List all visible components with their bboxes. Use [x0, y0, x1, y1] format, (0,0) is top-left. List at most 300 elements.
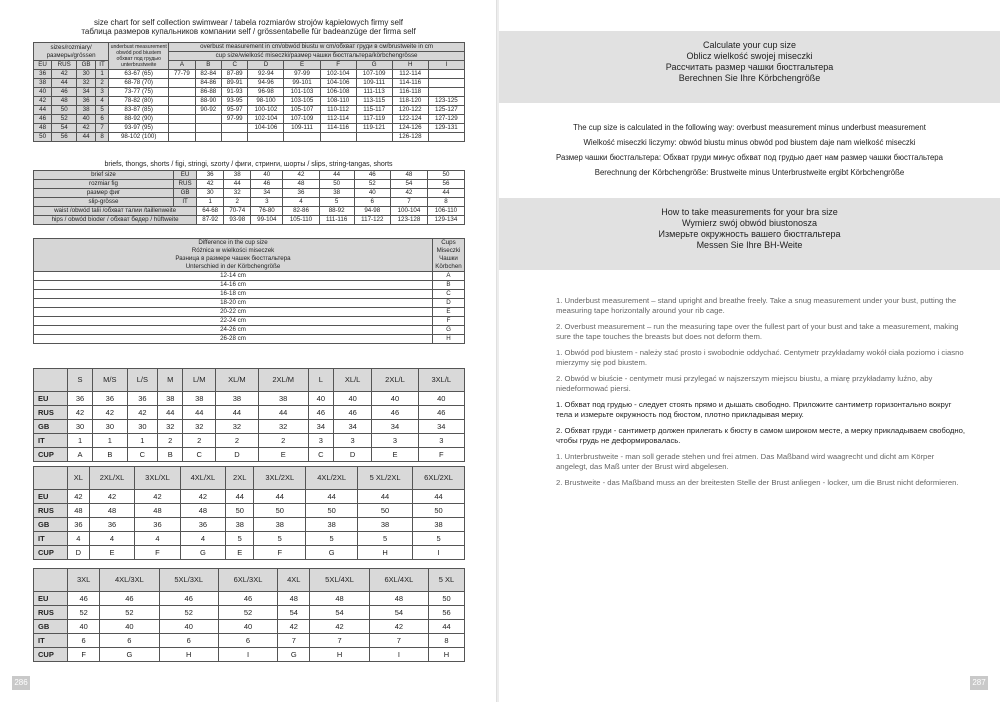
table-cell: 50 — [34, 133, 52, 142]
table-cell: rozmiar fig — [34, 180, 174, 189]
table-cell: 82-86 — [283, 207, 319, 216]
bra-size-table — [33, 42, 465, 142]
table-cell: 36 — [93, 392, 128, 406]
table-cell: C — [222, 61, 248, 70]
table-cell: 40 — [418, 392, 464, 406]
table-cell: 36 — [283, 189, 319, 198]
table-cell: 77-79 — [169, 70, 195, 79]
table-cell: 38 — [254, 518, 306, 532]
table-row — [34, 299, 465, 308]
table-cell: E — [372, 448, 418, 462]
table-cell: overbust measurement in cm/obwód biustu w cm/обхват груди в см/brustweite in cm — [169, 43, 465, 52]
table-cell: 46 — [218, 592, 277, 606]
table-cell: 44 — [413, 490, 465, 504]
table-row — [34, 180, 465, 189]
table-cell: 54 — [52, 124, 77, 133]
table-cell: 18-20 cm — [34, 299, 433, 308]
table-cell: 34 — [372, 420, 418, 434]
table-cell: 115-117 — [356, 106, 392, 115]
table-cell: 46 — [159, 592, 218, 606]
table-cell: F — [320, 61, 356, 70]
table-cell: 30 — [93, 420, 128, 434]
table-cell: 38 — [224, 171, 251, 180]
table-cell: 103-105 — [284, 97, 320, 106]
table-row — [34, 115, 465, 124]
table-cell: 48 — [369, 592, 428, 606]
table-cell: 42 — [52, 70, 77, 79]
table-cell: 44 — [306, 490, 358, 504]
table-cell: 107-109 — [356, 70, 392, 79]
table-cell: 42 — [77, 124, 96, 133]
table-cell: 52 — [68, 606, 100, 620]
table-cell: A — [169, 61, 195, 70]
table-cell: размер фиг — [34, 189, 174, 198]
table-cell: 1 — [197, 198, 224, 207]
table-cell: 107-109 — [284, 115, 320, 124]
table-row — [34, 504, 465, 518]
table-cell: 44 — [77, 133, 96, 142]
table-row — [34, 317, 465, 326]
table-cell: 6XL/4XL — [369, 569, 428, 592]
table-cell: 2 — [95, 79, 108, 88]
table-cell: 48 — [68, 504, 90, 518]
table-cell: 2 — [258, 434, 308, 448]
table-cell: 117-122 — [354, 216, 390, 225]
table-row — [34, 198, 465, 207]
table-row — [34, 592, 465, 606]
table-cell: B — [195, 61, 221, 70]
table-cell: 56 — [429, 606, 465, 620]
table-cell: L — [308, 369, 333, 392]
table-cell: GB — [77, 61, 96, 70]
table-row — [34, 335, 465, 344]
table-cell: 34 — [77, 88, 96, 97]
briefs-size-table — [33, 170, 465, 225]
table-cell: 54 — [310, 606, 369, 620]
table-row — [34, 189, 465, 198]
table-cell: 44 — [34, 106, 52, 115]
table-cell: 48 — [34, 124, 52, 133]
table-cell: 4 — [89, 532, 134, 546]
table-row — [34, 43, 465, 52]
table-cell: 94-96 — [248, 79, 284, 88]
table-cell: 52 — [159, 606, 218, 620]
briefs-header: briefs, thongs, shorts / figi, stringi, szorty / фиги, стринги, шорты / slips, string-tangas, shorts — [104, 161, 393, 168]
table-cell: 44 — [319, 171, 354, 180]
instruction-de-2: 2. Brustweite - das Maßband muss an der breitesten Stelle der Brust anliegen - locker, um die Brust nicht deformieren. — [556, 478, 959, 487]
table-cell: 54 — [390, 180, 427, 189]
table-cell: 4XL/XL — [180, 467, 225, 490]
table-cell: 78-82 (80) — [109, 97, 169, 106]
size-grid-1 — [33, 368, 465, 462]
table-cell: 7 — [278, 634, 310, 648]
table-cell — [428, 88, 464, 97]
table-cell: 109-111 — [356, 79, 392, 88]
table-cell — [169, 106, 195, 115]
table-cell: 40 — [100, 620, 159, 634]
table-cell: 84-86 — [195, 79, 221, 88]
table-cell: 108-110 — [320, 97, 356, 106]
table-cell: 42 — [369, 620, 428, 634]
chart-title: size chart for self collection swimwear / tabela rozmiarów strojów kąpielowych firmy self таблица размеров купальников компании self / grössentabelle für badeanzüge der firma self — [81, 18, 416, 36]
table-cell: 2XL/M — [258, 369, 308, 392]
table-cell: 26-28 cm — [34, 335, 433, 344]
table-cell: 40 — [77, 115, 96, 124]
table-cell: 3 — [333, 434, 371, 448]
table-row — [34, 369, 465, 392]
table-cell: 114-116 — [392, 79, 428, 88]
table-cell: CUP — [34, 648, 68, 662]
table-cell — [34, 569, 68, 592]
cup-size-formula: The cup size is calculated in the following way: overbust measurement minus underbust measurement Wielkość miseczki liczymy: obwód biustu minus obwód pod biustem daje nam wielkość miseczki Размер чашки бюстгальтера: Обхват груди минус обхват под грудью дает нам размер чашки бюстгальтера Berechnung der Körbchengröße: Brustweite minus Unterbrustweite ergibt Körbchengröße — [556, 123, 943, 177]
table-cell: 32 — [183, 420, 216, 434]
table-cell: 3 — [372, 434, 418, 448]
table-cell: 44 — [429, 620, 465, 634]
table-cell: 3XL/2XL — [254, 467, 306, 490]
table-cell: 104-106 — [248, 124, 284, 133]
table-cell: 6 — [354, 198, 390, 207]
table-cell: 3XL — [68, 569, 100, 592]
table-row — [34, 532, 465, 546]
table-cell: 94-98 — [354, 207, 390, 216]
table-cell: 3XL/L — [418, 369, 464, 392]
table-cell: 46 — [354, 171, 390, 180]
table-cell: brief size — [34, 171, 174, 180]
table-cell: 5XL/3XL — [159, 569, 218, 592]
table-cell: 6 — [100, 634, 159, 648]
table-cell: 129-131 — [428, 124, 464, 133]
table-cell: IT — [95, 61, 108, 70]
table-cell: 76-80 — [251, 207, 283, 216]
table-cell: 5 — [413, 532, 465, 546]
table-cell — [222, 124, 248, 133]
instruction-de-1: 1. Unterbrustweite - man soll gerade stehen und frei atmen. Das Maßband wird waagrecht und dicht am Körper angelegt, das Maß unter der Brust wird abgelesen. — [556, 452, 935, 471]
table-cell: 42 — [93, 406, 128, 420]
table-cell: 109-111 — [284, 124, 320, 133]
table-cell: 101-103 — [284, 88, 320, 97]
page-number: 286 — [12, 676, 30, 690]
table-cell: 106-108 — [320, 88, 356, 97]
table-cell: 91-93 — [222, 88, 248, 97]
table-cell: 5XL/4XL — [310, 569, 369, 592]
table-cell: 98-102 (100) — [109, 133, 169, 142]
table-cell: 5 — [254, 532, 306, 546]
table-cell: S — [68, 369, 93, 392]
table-cell: 46 — [100, 592, 159, 606]
table-cell: Cups Miseczki Чашки Körbchen — [433, 239, 465, 272]
table-row — [34, 281, 465, 290]
table-cell: 46 — [52, 88, 77, 97]
table-cell: 3 — [251, 198, 283, 207]
size-grid-2 — [33, 466, 465, 560]
table-cell: 102-104 — [320, 70, 356, 79]
table-cell: 100-104 — [390, 207, 427, 216]
table-cell: 34 — [333, 420, 371, 434]
table-cell: 3 — [308, 434, 333, 448]
instruction-en-2: 2. Overbust measurement – run the measuring tape over the fullest part of your bust and take a measurement, making sure the tape touches the breasts but does not deform them. — [556, 322, 959, 341]
table-cell: 110-112 — [320, 106, 356, 115]
table-cell: G — [180, 546, 225, 560]
table-cell: C — [127, 448, 158, 462]
table-cell: 2 — [158, 434, 183, 448]
table-cell: GB — [34, 518, 68, 532]
table-cell: 42 — [180, 490, 225, 504]
table-cell: waist /obwód talii /обхват талии /taillenweite — [34, 207, 197, 216]
table-cell: 40 — [354, 189, 390, 198]
table-cell — [195, 124, 221, 133]
table-cell: 48 — [278, 592, 310, 606]
table-cell: F — [418, 448, 464, 462]
table-cell: 38 — [226, 518, 254, 532]
table-row — [34, 406, 465, 420]
table-cell: GB — [174, 189, 197, 198]
table-cell: 56 — [427, 180, 464, 189]
table-cell: 106-110 — [427, 207, 464, 216]
table-cell: 50 — [413, 504, 465, 518]
table-cell: 40 — [251, 171, 283, 180]
table-cell: 42 — [34, 97, 52, 106]
table-cell — [428, 133, 464, 142]
table-cell: 5 XL — [429, 569, 465, 592]
table-cell: 68-78 (70) — [109, 79, 169, 88]
table-cell: Difference in the cup size Różnica w wielkości miseczek Разница в размере чашек бюстгальтера Unterschied in der Körbchengröße — [34, 239, 433, 272]
table-cell: 30 — [197, 189, 224, 198]
table-cell: 50 — [358, 504, 413, 518]
table-cell: 63-67 (65) — [109, 70, 169, 79]
table-cell: 38 — [306, 518, 358, 532]
table-cell: 117-119 — [356, 115, 392, 124]
instruction-en-1: 1. Underbust measurement – stand upright and breathe freely. Take a snug measurement under your bust, putting the measuring tape horizontally around your rib cage. — [556, 296, 957, 315]
table-cell: 40 — [308, 392, 333, 406]
table-cell: 99-101 — [284, 79, 320, 88]
table-row — [34, 239, 465, 272]
table-cell: 116-118 — [392, 88, 428, 97]
table-cell: C — [183, 448, 216, 462]
table-cell: H — [392, 61, 428, 70]
instruction-ru-1: 1. Обхват под грудью - следует стоять прямо и дышать свободно. Приложите сантиметр горизонтально вокруг тела и измерьте окружность под бюстом, плотно прикладывая мерку. — [556, 400, 952, 419]
table-cell: 2XL — [226, 467, 254, 490]
table-row — [34, 171, 465, 180]
table-cell: 104-106 — [320, 79, 356, 88]
table-cell: 89-91 — [222, 79, 248, 88]
table-cell: 36 — [89, 518, 134, 532]
table-cell: 93-97 (95) — [109, 124, 169, 133]
table-cell — [248, 133, 284, 142]
table-cell: 5 — [95, 106, 108, 115]
table-cell: 24-26 cm — [34, 326, 433, 335]
table-cell: 3 — [95, 88, 108, 97]
table-cell: 44 — [52, 79, 77, 88]
table-cell: 44 — [358, 490, 413, 504]
table-cell: C — [308, 448, 333, 462]
table-cell: 48 — [180, 504, 225, 518]
table-cell: IT — [174, 198, 197, 207]
table-cell: 48 — [52, 97, 77, 106]
table-row — [34, 70, 465, 79]
table-cell: 32 — [224, 189, 251, 198]
table-cell: 42 — [68, 490, 90, 504]
table-cell: 52 — [218, 606, 277, 620]
table-cell: 92-94 — [248, 70, 284, 79]
table-cell: IT — [34, 434, 68, 448]
table-cell: 38 — [158, 392, 183, 406]
table-cell: 118-120 — [392, 97, 428, 106]
table-cell: 1 — [127, 434, 158, 448]
table-row — [34, 272, 465, 281]
table-cell: 32 — [216, 420, 258, 434]
table-cell: 30 — [127, 420, 158, 434]
table-cell: 44 — [216, 406, 258, 420]
table-row — [34, 88, 465, 97]
table-cell: 16-18 cm — [34, 290, 433, 299]
table-cell: 93-98 — [224, 216, 251, 225]
table-cell: 95-97 — [222, 106, 248, 115]
table-cell: 112-114 — [320, 115, 356, 124]
table-cell: 38 — [358, 518, 413, 532]
table-cell — [428, 79, 464, 88]
table-row — [34, 79, 465, 88]
table-cell: 36 — [68, 518, 90, 532]
table-cell: 54 — [278, 606, 310, 620]
table-cell: 48 — [310, 592, 369, 606]
table-row — [34, 606, 465, 620]
table-cell: 38 — [319, 189, 354, 198]
table-row — [34, 420, 465, 434]
table-cell: 126-128 — [392, 133, 428, 142]
table-cell: 44 — [254, 490, 306, 504]
table-cell: 114-116 — [320, 124, 356, 133]
table-cell: 7 — [95, 124, 108, 133]
table-cell: 42 — [135, 490, 180, 504]
table-cell: 12-14 cm — [34, 272, 433, 281]
table-cell: 90-92 — [195, 106, 221, 115]
table-cell: RUS — [34, 606, 68, 620]
instruction-pl-2: 2. Obwód w biuście - centymetr musi przylegać w najszerszym miejscu biustu, a miarę przykładamy luźno, aby niedeformować piersi. — [556, 374, 933, 393]
table-cell: EU — [34, 490, 68, 504]
table-cell: 129-134 — [427, 216, 464, 225]
table-cell: 46 — [68, 592, 100, 606]
table-cell: 34 — [418, 420, 464, 434]
table-cell: 30 — [68, 420, 93, 434]
size-grid-3 — [33, 568, 465, 662]
table-cell: 93-95 — [222, 97, 248, 106]
table-cell: 88-92 — [319, 207, 354, 216]
table-cell: 36 — [77, 97, 96, 106]
table-cell — [169, 88, 195, 97]
table-cell: I — [218, 648, 277, 662]
table-cell: H — [310, 648, 369, 662]
table-cell: RUS — [52, 61, 77, 70]
page-number: 287 — [970, 676, 988, 690]
table-cell: 87-89 — [222, 70, 248, 79]
table-cell: 44 — [158, 406, 183, 420]
table-cell: 6XL/2XL — [413, 467, 465, 490]
table-cell: 122-124 — [392, 115, 428, 124]
table-cell: 36 — [180, 518, 225, 532]
table-cell: cup size/wielkość miseczki/размер чашки бюстгальтера/körbchengrösse — [169, 52, 465, 61]
table-cell: D — [333, 448, 371, 462]
table-cell: 38 — [258, 392, 308, 406]
table-cell: XL/M — [216, 369, 258, 392]
table-cell: 40 — [34, 88, 52, 97]
table-cell: 8 — [429, 634, 465, 648]
table-cell: I — [413, 546, 465, 560]
table-cell: 4 — [68, 532, 90, 546]
table-cell: E — [284, 61, 320, 70]
table-cell: L/S — [127, 369, 158, 392]
table-cell — [195, 115, 221, 124]
table-cell: 86-88 — [195, 88, 221, 97]
table-cell: 111-116 — [319, 216, 354, 225]
table-row — [34, 216, 465, 225]
table-cell: 48 — [89, 504, 134, 518]
table-cell: 32 — [158, 420, 183, 434]
table-cell — [169, 79, 195, 88]
table-cell — [320, 133, 356, 142]
table-cell: H — [429, 648, 465, 662]
table-cell: 4 — [283, 198, 319, 207]
instruction-pl-1: 1. Obwód pod biustem - należy stać prosto i swobodnie oddychać. Centymetr przykładamy wokół ciała poziomo i ciasno mierzymy się pod biustem. — [556, 348, 964, 367]
table-cell: IT — [34, 532, 68, 546]
table-cell: F — [433, 317, 465, 326]
table-cell: 70-74 — [224, 207, 251, 216]
table-cell: 44 — [224, 180, 251, 189]
table-cell — [284, 133, 320, 142]
table-cell — [356, 133, 392, 142]
table-cell: 2 — [183, 434, 216, 448]
table-cell: 50 — [429, 592, 465, 606]
table-row — [34, 518, 465, 532]
measurement-heading-box: How to take measurements for your bra size Wymierz swój obwód biustonosza Измерьте окружность вашего бюстгальтера Messen Sie Ihre BH-Weite — [499, 198, 1000, 270]
table-cell: 6 — [218, 634, 277, 648]
table-cell: H — [433, 335, 465, 344]
table-cell: 50 — [427, 171, 464, 180]
table-cell: 3XL/XL — [135, 467, 180, 490]
table-row — [34, 569, 465, 592]
table-cell: 5 — [226, 532, 254, 546]
table-cell: 105-110 — [283, 216, 319, 225]
table-row — [34, 124, 465, 133]
table-row — [34, 634, 465, 648]
table-cell — [34, 369, 68, 392]
table-cell: G — [278, 648, 310, 662]
table-cell: 127-129 — [428, 115, 464, 124]
table-row — [34, 546, 465, 560]
table-row — [34, 133, 465, 142]
table-cell — [428, 70, 464, 79]
table-cell: G — [433, 326, 465, 335]
table-cell: 38 — [183, 392, 216, 406]
table-cell: 3 — [418, 434, 464, 448]
table-cell: 46 — [251, 180, 283, 189]
table-cell: 42 — [310, 620, 369, 634]
table-cell: 42 — [89, 490, 134, 504]
table-cell: B — [93, 448, 128, 462]
table-cell: 38 — [77, 106, 96, 115]
table-cell: XL — [68, 467, 90, 490]
table-cell: 46 — [34, 115, 52, 124]
table-cell: 5 — [319, 198, 354, 207]
table-cell: 7 — [390, 198, 427, 207]
table-cell — [195, 133, 221, 142]
table-cell: GB — [34, 420, 68, 434]
table-cell: 52 — [354, 180, 390, 189]
table-cell: E — [226, 546, 254, 560]
table-cell — [169, 133, 195, 142]
table-row — [34, 620, 465, 634]
table-cell: hips / obwód bioder / обхват бедер / hüftweite — [34, 216, 197, 225]
table-row — [34, 467, 465, 490]
